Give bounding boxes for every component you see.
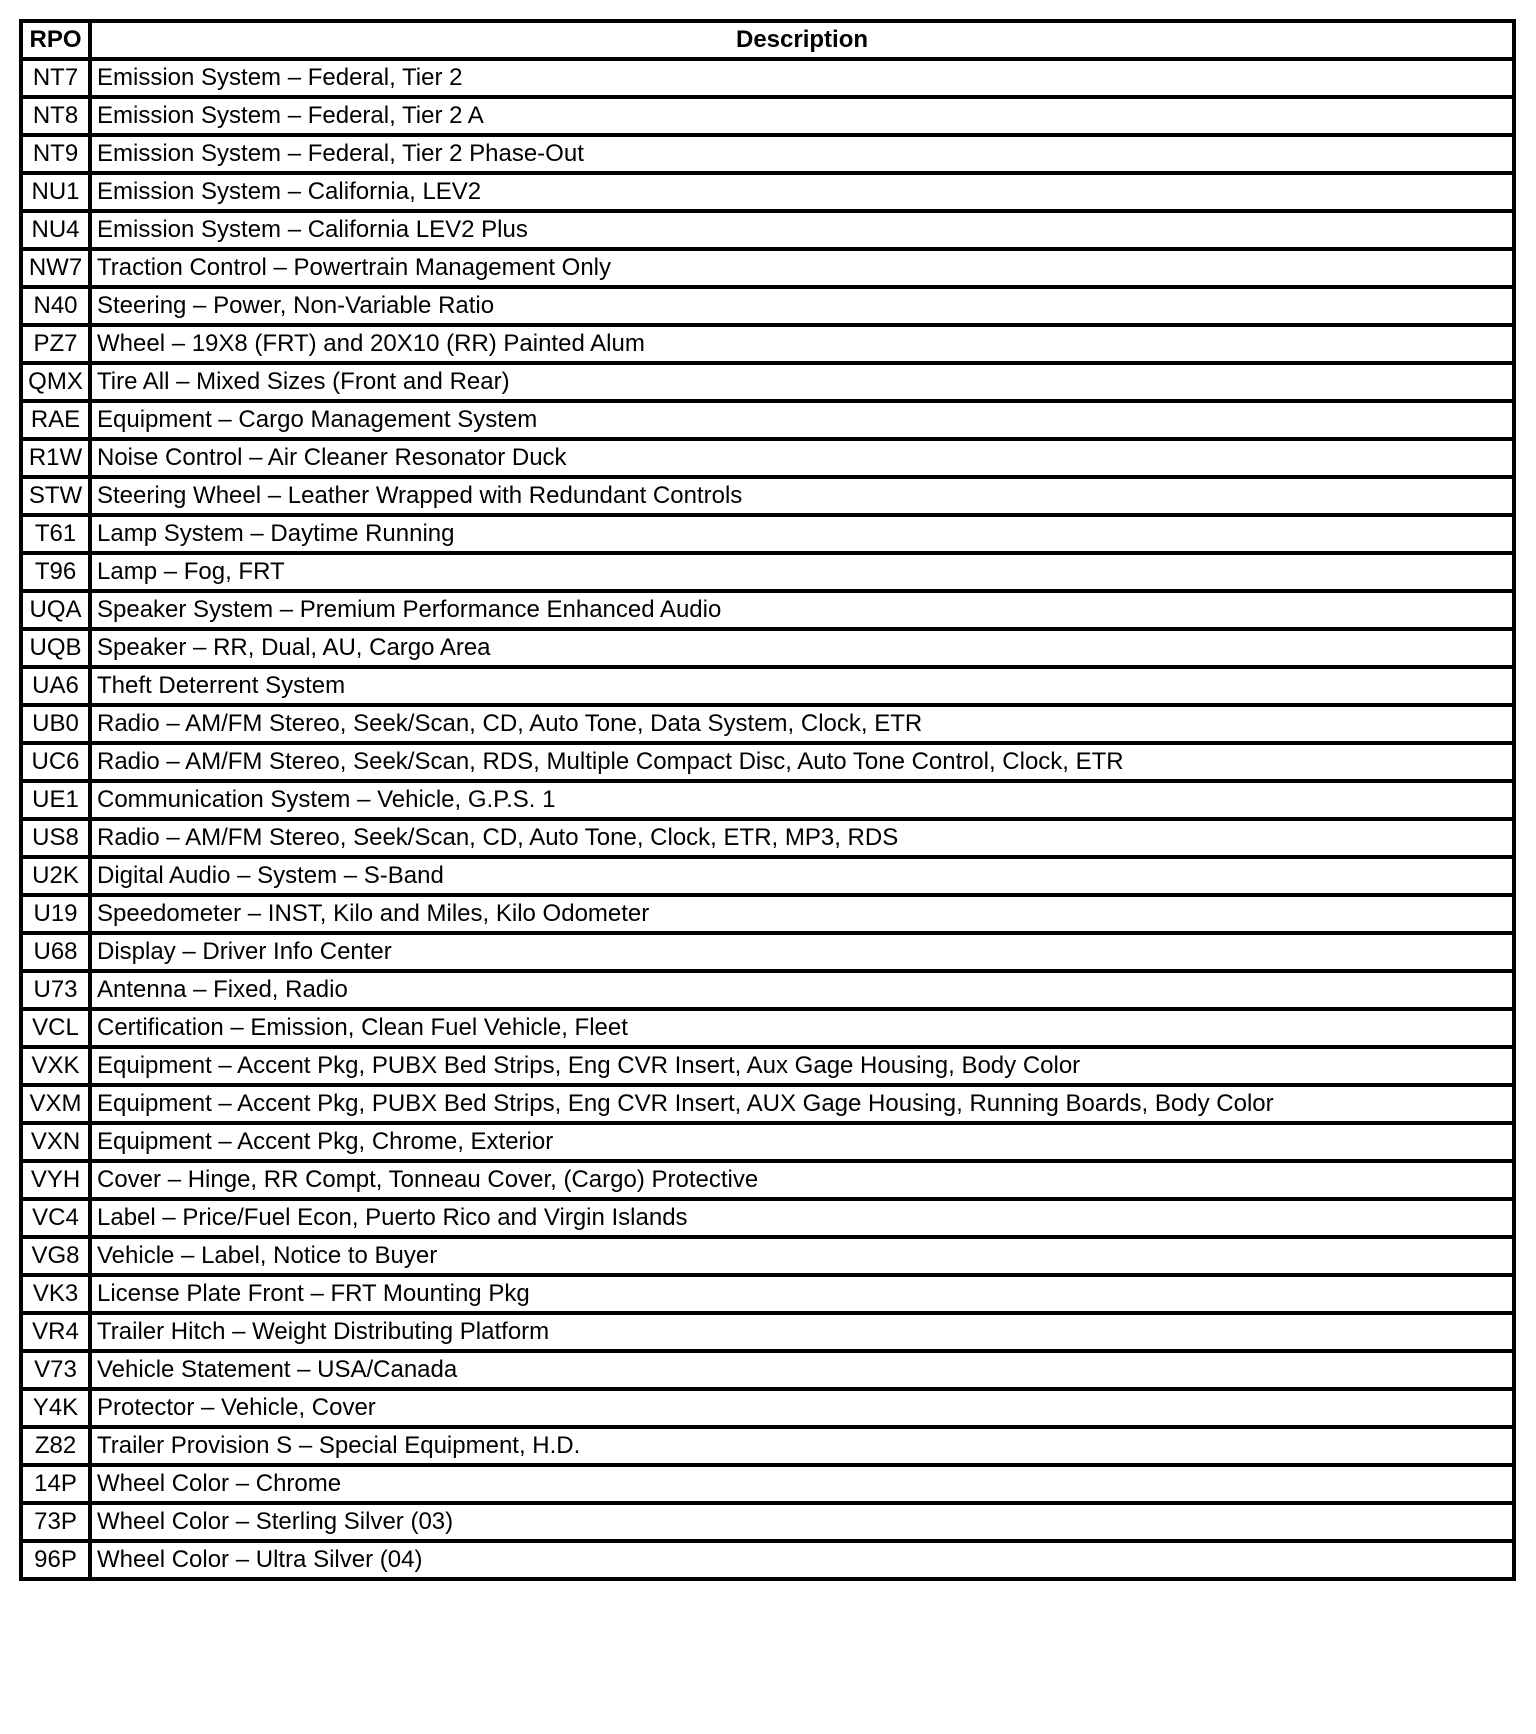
table-row [21, 1009, 1514, 1047]
description-cell: Noise Control – Air Cleaner Resonator Duck [90, 439, 1514, 477]
table-row [21, 325, 1514, 363]
rpo-table [19, 19, 1516, 1581]
table-row [21, 933, 1514, 971]
description-cell: Lamp System – Daytime Running [90, 515, 1514, 553]
table-row [21, 971, 1514, 1009]
description-cell: License Plate Front – FRT Mounting Pkg [90, 1275, 1514, 1313]
column-header-rpo: RPO [21, 21, 90, 59]
rpo-code-cell: U2K [21, 857, 90, 895]
description-cell: Emission System – California LEV2 Plus [90, 211, 1514, 249]
rpo-code-cell: UC6 [21, 743, 90, 781]
column-header-description: Description [90, 21, 1514, 59]
table-row [21, 857, 1514, 895]
rpo-code-cell: UB0 [21, 705, 90, 743]
rpo-code-cell: R1W [21, 439, 90, 477]
description-cell: Equipment – Accent Pkg, Chrome, Exterior [90, 1123, 1514, 1161]
rpo-code-cell: Z82 [21, 1427, 90, 1465]
rpo-code-cell: T61 [21, 515, 90, 553]
rpo-code-cell: U19 [21, 895, 90, 933]
table-row [21, 591, 1514, 629]
description-cell: Steering – Power, Non-Variable Ratio [90, 287, 1514, 325]
rpo-code-cell: NT9 [21, 135, 90, 173]
table-row [21, 705, 1514, 743]
description-cell: Tire All – Mixed Sizes (Front and Rear) [90, 363, 1514, 401]
table-row [21, 1351, 1514, 1389]
rpo-code-cell: N40 [21, 287, 90, 325]
table-body [21, 59, 1514, 1579]
table-row [21, 1161, 1514, 1199]
table-row [21, 1199, 1514, 1237]
rpo-code-cell: UQA [21, 591, 90, 629]
rpo-code-cell: VXK [21, 1047, 90, 1085]
table-row [21, 1123, 1514, 1161]
table-row [21, 401, 1514, 439]
table-row [21, 895, 1514, 933]
rpo-code-cell: VXM [21, 1085, 90, 1123]
table-row [21, 743, 1514, 781]
rpo-code-cell: US8 [21, 819, 90, 857]
table-row [21, 819, 1514, 857]
rpo-code-cell: 14P [21, 1465, 90, 1503]
table-row [21, 553, 1514, 591]
table-row [21, 135, 1514, 173]
rpo-code-cell: VK3 [21, 1275, 90, 1313]
table-row [21, 1503, 1514, 1541]
description-cell: Wheel Color – Chrome [90, 1465, 1514, 1503]
description-cell: Equipment – Accent Pkg, PUBX Bed Strips, Eng CVR Insert, Aux Gage Housing, Body Color [90, 1047, 1514, 1085]
rpo-code-cell: U68 [21, 933, 90, 971]
description-cell: Theft Deterrent System [90, 667, 1514, 705]
table-row [21, 1085, 1514, 1123]
description-cell: Equipment – Cargo Management System [90, 401, 1514, 439]
rpo-code-cell: VYH [21, 1161, 90, 1199]
rpo-code-cell: VXN [21, 1123, 90, 1161]
rpo-code-cell: RAE [21, 401, 90, 439]
rpo-code-cell: QMX [21, 363, 90, 401]
description-cell: Wheel Color – Sterling Silver (03) [90, 1503, 1514, 1541]
description-cell: Vehicle Statement – USA/Canada [90, 1351, 1514, 1389]
table-row [21, 1313, 1514, 1351]
rpo-code-cell: U73 [21, 971, 90, 1009]
description-cell: Display – Driver Info Center [90, 933, 1514, 971]
rpo-code-cell: VR4 [21, 1313, 90, 1351]
table-row [21, 439, 1514, 477]
rpo-code-cell: 73P [21, 1503, 90, 1541]
description-cell: Label – Price/Fuel Econ, Puerto Rico and Virgin Islands [90, 1199, 1514, 1237]
description-cell: Wheel – 19X8 (FRT) and 20X10 (RR) Painted Alum [90, 325, 1514, 363]
table-row [21, 781, 1514, 819]
rpo-code-cell: UE1 [21, 781, 90, 819]
description-cell: Traction Control – Powertrain Management Only [90, 249, 1514, 287]
description-cell: Wheel Color – Ultra Silver (04) [90, 1541, 1514, 1579]
rpo-code-cell: V73 [21, 1351, 90, 1389]
rpo-code-cell: Y4K [21, 1389, 90, 1427]
description-cell: Radio – AM/FM Stereo, Seek/Scan, CD, Auto Tone, Clock, ETR, MP3, RDS [90, 819, 1514, 857]
rpo-code-cell: UA6 [21, 667, 90, 705]
description-cell: Cover – Hinge, RR Compt, Tonneau Cover, (Cargo) Protective [90, 1161, 1514, 1199]
description-cell: Certification – Emission, Clean Fuel Vehicle, Fleet [90, 1009, 1514, 1047]
description-cell: Antenna – Fixed, Radio [90, 971, 1514, 1009]
description-cell: Emission System – Federal, Tier 2 A [90, 97, 1514, 135]
table-header [21, 21, 1514, 59]
description-cell: Radio – AM/FM Stereo, Seek/Scan, CD, Auto Tone, Data System, Clock, ETR [90, 705, 1514, 743]
table-row [21, 667, 1514, 705]
rpo-code-cell: NU4 [21, 211, 90, 249]
table-row [21, 1541, 1514, 1579]
rpo-code-cell: UQB [21, 629, 90, 667]
header-row [21, 21, 1514, 59]
rpo-code-cell: PZ7 [21, 325, 90, 363]
description-cell: Speaker System – Premium Performance Enhanced Audio [90, 591, 1514, 629]
description-cell: Protector – Vehicle, Cover [90, 1389, 1514, 1427]
table-row [21, 1389, 1514, 1427]
table-row [21, 59, 1514, 97]
description-cell: Trailer Provision S – Special Equipment, H.D. [90, 1427, 1514, 1465]
rpo-code-cell: VG8 [21, 1237, 90, 1275]
table-row [21, 173, 1514, 211]
rpo-code-cell: VCL [21, 1009, 90, 1047]
table-row [21, 211, 1514, 249]
table-row [21, 515, 1514, 553]
rpo-code-cell: NW7 [21, 249, 90, 287]
description-cell: Communication System – Vehicle, G.P.S. 1 [90, 781, 1514, 819]
rpo-code-cell: STW [21, 477, 90, 515]
table-row [21, 363, 1514, 401]
description-cell: Emission System – Federal, Tier 2 Phase-Out [90, 135, 1514, 173]
rpo-code-cell: NT8 [21, 97, 90, 135]
table-row [21, 249, 1514, 287]
rpo-code-cell: 96P [21, 1541, 90, 1579]
description-cell: Lamp – Fog, FRT [90, 553, 1514, 591]
description-cell: Radio – AM/FM Stereo, Seek/Scan, RDS, Multiple Compact Disc, Auto Tone Control, Clock, ETR [90, 743, 1514, 781]
description-cell: Emission System – California, LEV2 [90, 173, 1514, 211]
description-cell: Speaker – RR, Dual, AU, Cargo Area [90, 629, 1514, 667]
description-cell: Equipment – Accent Pkg, PUBX Bed Strips, Eng CVR Insert, AUX Gage Housing, Running Boards, Body Color [90, 1085, 1514, 1123]
rpo-code-cell: NU1 [21, 173, 90, 211]
table-row [21, 97, 1514, 135]
description-cell: Speedometer – INST, Kilo and Miles, Kilo Odometer [90, 895, 1514, 933]
description-cell: Trailer Hitch – Weight Distributing Platform [90, 1313, 1514, 1351]
rpo-code-cell: NT7 [21, 59, 90, 97]
table-row [21, 629, 1514, 667]
description-cell: Vehicle – Label, Notice to Buyer [90, 1237, 1514, 1275]
table-row [21, 1237, 1514, 1275]
description-cell: Digital Audio – System – S-Band [90, 857, 1514, 895]
table-row [21, 287, 1514, 325]
table-row [21, 1427, 1514, 1465]
description-cell: Steering Wheel – Leather Wrapped with Redundant Controls [90, 477, 1514, 515]
description-cell: Emission System – Federal, Tier 2 [90, 59, 1514, 97]
table-row [21, 1275, 1514, 1313]
table-row [21, 1465, 1514, 1503]
rpo-code-cell: VC4 [21, 1199, 90, 1237]
table-row [21, 1047, 1514, 1085]
rpo-code-cell: T96 [21, 553, 90, 591]
table-row [21, 477, 1514, 515]
